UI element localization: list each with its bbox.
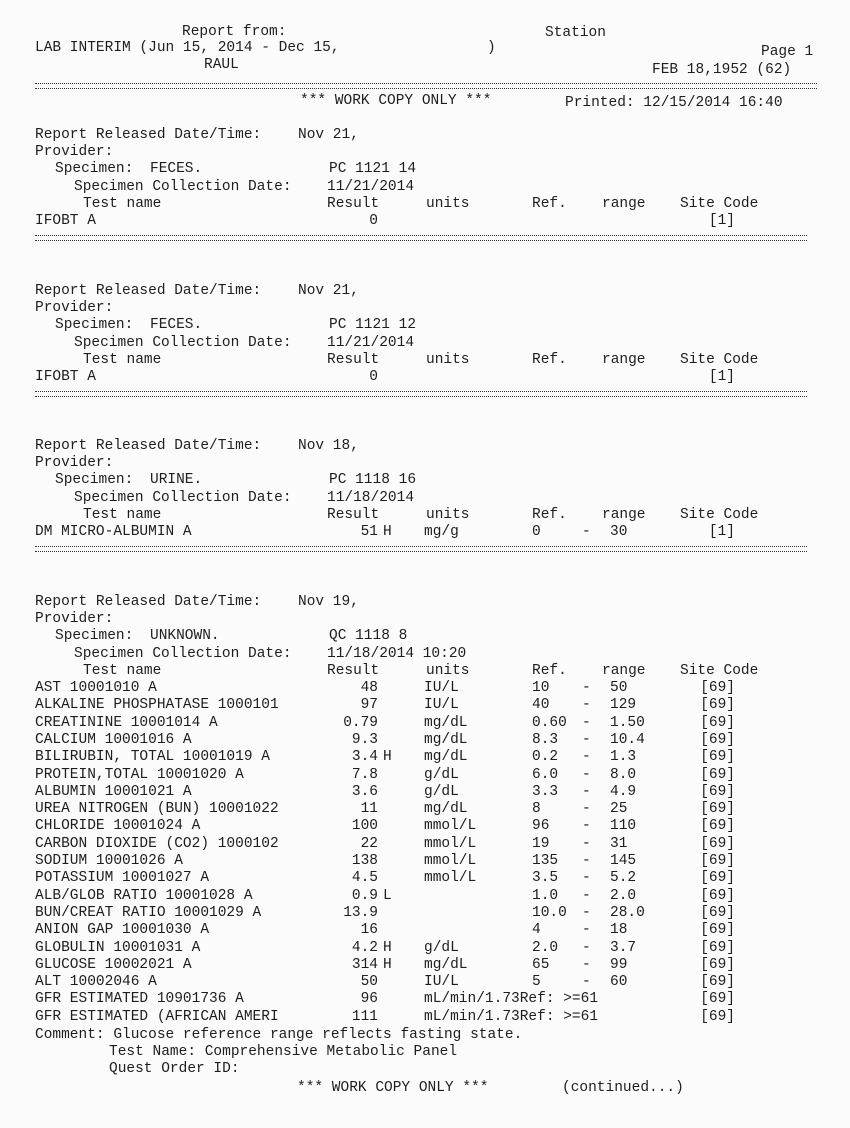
result-flag: H: [383, 524, 392, 540]
site-code: [69]: [700, 697, 735, 714]
ref-high: 50: [610, 680, 628, 696]
ref-low: 3.5: [532, 870, 559, 887]
test-name: DM MICRO-ALBUMIN A: [35, 524, 192, 540]
test-result: 96: [360, 991, 378, 1008]
site-code: [1]: [708, 369, 735, 385]
ref-low: 4: [532, 922, 541, 939]
ref-dash: -: [582, 939, 591, 956]
specimen-type: FECES.: [150, 161, 203, 177]
test-name: BUN/CREAT RATIO 10001029 A: [35, 904, 262, 921]
test-name: IFOBT A: [35, 369, 96, 385]
ref-dash: -: [582, 887, 591, 904]
ref-low: 6.0: [532, 766, 559, 783]
accession-number: PC 1121 12: [329, 317, 417, 333]
header-separator: [35, 83, 817, 89]
specimen-label: Specimen:: [55, 472, 134, 488]
test-name: ALKALINE PHOSPHATASE 1000101: [35, 697, 279, 714]
ref-high: 4.9: [610, 783, 637, 800]
test-units: IU/L: [424, 974, 459, 991]
col-header-units: units: [426, 352, 470, 368]
collection-date: 11/18/2014: [327, 490, 415, 506]
ref-dash: -: [582, 731, 591, 748]
site-code: [69]: [700, 749, 735, 766]
collection-date-label: Specimen Collection Date:: [74, 335, 292, 351]
ref-high: 25: [610, 801, 628, 818]
site-code: [69]: [700, 939, 735, 956]
test-units: g/dL: [424, 766, 459, 783]
col-header-site-code: Site Code: [680, 352, 759, 368]
released-date: Nov 21,: [298, 283, 359, 299]
quest-order-line: Quest Order ID:: [109, 1061, 240, 1077]
specimen-type: FECES.: [150, 317, 203, 333]
test-name-line: Test Name: Comprehensive Metabolic Panel: [109, 1044, 458, 1060]
ref-low: 2.0: [532, 939, 559, 956]
ref-dash: -: [582, 749, 591, 766]
test-units: mmol/L: [424, 835, 477, 852]
collection-date: 11/21/2014: [327, 335, 415, 351]
ref-low: 8.3: [532, 731, 559, 748]
col-header-ref: Ref.: [532, 196, 567, 212]
specimen-label: Specimen:: [55, 161, 134, 177]
station-label: Station: [545, 25, 606, 41]
provider-label: Provider:: [35, 144, 114, 160]
report-title-close: ): [487, 40, 496, 56]
ref-high: 145: [610, 853, 637, 869]
test-result: 0.9: [351, 887, 378, 904]
collection-date-label: Specimen Collection Date:: [74, 179, 292, 195]
test-name: IFOBT A: [35, 213, 96, 229]
ref-dash: -: [582, 714, 591, 731]
site-code: [69]: [700, 956, 735, 973]
col-header-result: Result: [327, 507, 380, 523]
test-name: PROTEIN,TOTAL 10001020 A: [35, 766, 244, 783]
ref-low: 8: [532, 801, 541, 818]
col-header-ref: Ref.: [532, 507, 567, 523]
ref-dash: -: [582, 818, 591, 835]
provider-label: Provider:: [35, 611, 114, 627]
test-name: UREA NITROGEN (BUN) 10001022: [35, 801, 279, 818]
released-date: Nov 18,: [298, 438, 359, 454]
test-result: 3.6: [351, 783, 378, 800]
col-header-range: range: [602, 663, 646, 679]
ref-dash: -: [582, 783, 591, 800]
test-units: mmol/L: [424, 870, 477, 887]
site-code: [69]: [700, 991, 735, 1008]
test-result: 314: [351, 956, 378, 973]
ref-high: 1.50: [610, 714, 645, 731]
test-units: IU/L: [424, 680, 459, 696]
test-result: 3.4: [351, 749, 378, 766]
ref-high: 8.0: [610, 766, 637, 783]
collection-date: 11/18/2014 10:20: [327, 646, 467, 662]
ref-dash: -: [582, 870, 591, 887]
col-header-test-name: Test name: [83, 196, 162, 212]
ref-low: 135: [532, 853, 559, 869]
col-header-site-code: Site Code: [680, 663, 759, 679]
ref-dash: -: [582, 697, 591, 714]
ref-low: 0.60: [532, 714, 567, 731]
test-result: 7.8: [351, 766, 378, 783]
test-name: CREATININE 10001014 A: [35, 714, 218, 731]
test-name: ALBUMIN 10001021 A: [35, 783, 192, 800]
site-code: [1]: [708, 524, 735, 540]
site-code: [69]: [700, 818, 735, 835]
site-code: [69]: [700, 714, 735, 731]
ref-dash: -: [582, 524, 591, 540]
col-header-test-name: Test name: [83, 352, 162, 368]
test-name: CALCIUM 10001016 A: [35, 731, 192, 748]
ref-dash: -: [582, 853, 591, 869]
site-code: [69]: [700, 974, 735, 991]
test-units: mg/dL: [424, 714, 468, 731]
ref-dash: -: [582, 835, 591, 852]
ref-low: 10: [532, 680, 550, 696]
ref-high: 3.7: [610, 939, 637, 956]
ref-low: 96: [532, 818, 550, 835]
released-date: Nov 21,: [298, 127, 359, 143]
ref-high: 18: [610, 922, 628, 939]
test-result: 0.79: [343, 714, 378, 731]
specimen-label: Specimen:: [55, 628, 134, 644]
ref-high: 129: [610, 697, 637, 714]
accession-number: PC 1118 16: [329, 472, 417, 488]
ref-low: 0.2: [532, 749, 559, 766]
ref-low: 3.3: [532, 783, 559, 800]
released-label: Report Released Date/Time:: [35, 127, 262, 143]
work-copy-footer: *** WORK COPY ONLY ***: [297, 1080, 489, 1096]
ref-dash: -: [582, 974, 591, 991]
ref-high: 5.2: [610, 870, 637, 887]
test-name: CHLORIDE 10001024 A: [35, 818, 201, 835]
test-result: 138: [351, 853, 378, 869]
site-code: [69]: [700, 887, 735, 904]
test-result: 0: [369, 369, 378, 385]
result-flag: H: [383, 749, 392, 766]
ref-high: 60: [610, 974, 628, 991]
site-code: [69]: [700, 766, 735, 783]
ref-low: 19: [532, 835, 550, 852]
ref-low: 10.0: [532, 904, 567, 921]
released-label: Report Released Date/Time:: [35, 594, 262, 610]
ref-high: 28.0: [610, 904, 645, 921]
report-title: LAB INTERIM (Jun 15, 2014 - Dec 15,: [35, 40, 340, 56]
test-units: mg/dL: [424, 801, 468, 818]
ref-high: 31: [610, 835, 628, 852]
released-date: Nov 19,: [298, 594, 359, 610]
site-code: [1]: [708, 213, 735, 229]
patient-name: RAUL: [204, 57, 239, 73]
col-header-test-name: Test name: [83, 663, 162, 679]
test-name: ALB/GLOB RATIO 10001028 A: [35, 887, 253, 904]
test-name: GLUCOSE 10002021 A: [35, 956, 192, 973]
ref-high: 1.3: [610, 749, 637, 766]
test-result: 51: [360, 524, 378, 540]
test-result: 4.5: [351, 870, 378, 887]
test-units: mmol/L: [424, 818, 477, 835]
test-units: IU/L: [424, 697, 459, 714]
col-header-result: Result: [327, 352, 380, 368]
ref-dash: -: [582, 801, 591, 818]
ref-high: 2.0: [610, 887, 637, 904]
test-result: 13.9: [343, 904, 378, 921]
col-header-units: units: [426, 196, 470, 212]
col-header-result: Result: [327, 663, 380, 679]
test-name: AST 10001010 A: [35, 680, 157, 696]
test-units: g/dL: [424, 783, 459, 800]
released-label: Report Released Date/Time:: [35, 283, 262, 299]
site-code: [69]: [700, 870, 735, 887]
collection-date-label: Specimen Collection Date:: [74, 490, 292, 506]
test-result: 111: [351, 1008, 378, 1025]
col-header-ref: Ref.: [532, 352, 567, 368]
test-name: GLOBULIN 10001031 A: [35, 939, 201, 956]
site-code: [69]: [700, 783, 735, 800]
ref-low: 5: [532, 974, 541, 991]
result-flag: H: [383, 956, 392, 973]
ref-high: 110: [610, 818, 637, 835]
test-result: 97: [360, 697, 378, 714]
provider-label: Provider:: [35, 455, 114, 471]
test-units: mg/g: [424, 524, 459, 540]
site-code: [69]: [700, 853, 735, 869]
accession-number: PC 1121 14: [329, 161, 417, 177]
site-code: [69]: [700, 801, 735, 818]
report-separator: [35, 391, 807, 397]
col-header-ref: Ref.: [532, 663, 567, 679]
comment-line: Comment: Glucose reference range reflects fasting state.: [35, 1027, 523, 1043]
test-result: 48: [360, 680, 378, 696]
col-header-units: units: [426, 663, 470, 679]
test-result: 50: [360, 974, 378, 991]
test-name: SODIUM 10001026 A: [35, 853, 183, 869]
ref-dash: -: [582, 922, 591, 939]
test-name: ANION GAP 10001030 A: [35, 922, 210, 939]
page-number: Page 1: [761, 44, 814, 60]
report-separator: [35, 546, 807, 552]
test-result: 4.2: [351, 939, 378, 956]
specimen-type: UNKNOWN.: [150, 628, 220, 644]
col-header-range: range: [602, 196, 646, 212]
ref-low: 40: [532, 697, 550, 714]
test-result: 22: [360, 835, 378, 852]
ref-high: 30: [610, 524, 628, 540]
test-name: BILIRUBIN, TOTAL 10001019 A: [35, 749, 270, 766]
ref-low: 65: [532, 956, 550, 973]
test-name: ALT 10002046 A: [35, 974, 157, 991]
test-name: POTASSIUM 10001027 A: [35, 870, 210, 887]
site-code: [69]: [700, 835, 735, 852]
ref-dash: -: [582, 680, 591, 696]
test-result: 0: [369, 213, 378, 229]
ref-low: 0: [532, 524, 541, 540]
test-name: CARBON DIOXIDE (CO2) 1000102: [35, 835, 279, 852]
test-units: mg/dL: [424, 731, 468, 748]
test-result: 16: [360, 922, 378, 939]
col-header-site-code: Site Code: [680, 507, 759, 523]
col-header-result: Result: [327, 196, 380, 212]
patient-dob: FEB 18,1952 (62): [652, 62, 792, 78]
ref-dash: -: [582, 766, 591, 783]
continued-label: (continued...): [562, 1080, 684, 1096]
test-result: 11: [360, 801, 378, 818]
specimen-label: Specimen:: [55, 317, 134, 333]
test-units: g/dL: [424, 939, 459, 956]
test-units: mg/dL: [424, 749, 468, 766]
released-label: Report Released Date/Time:: [35, 438, 262, 454]
provider-label: Provider:: [35, 300, 114, 316]
test-result: 100: [351, 818, 378, 835]
col-header-units: units: [426, 507, 470, 523]
collection-date: 11/21/2014: [327, 179, 415, 195]
test-result: 9.3: [351, 731, 378, 748]
test-name: GFR ESTIMATED (AFRICAN AMERI: [35, 1008, 279, 1025]
col-header-range: range: [602, 507, 646, 523]
site-code: [69]: [700, 922, 735, 939]
test-units: mg/dL: [424, 956, 468, 973]
col-header-test-name: Test name: [83, 507, 162, 523]
test-units: mL/min/1.73Ref: >=61: [424, 991, 599, 1008]
site-code: [69]: [700, 1008, 735, 1025]
collection-date-label: Specimen Collection Date:: [74, 646, 292, 662]
specimen-type: URINE.: [150, 472, 203, 488]
test-name: GFR ESTIMATED 10901736 A: [35, 991, 244, 1008]
report-from-label: Report from:: [182, 24, 287, 40]
site-code: [69]: [700, 680, 735, 696]
result-flag: H: [383, 939, 392, 956]
ref-high: 10.4: [610, 731, 645, 748]
ref-dash: -: [582, 956, 591, 973]
report-separator: [35, 235, 807, 241]
accession-number: QC 1118 8: [329, 628, 408, 644]
work-copy-banner: *** WORK COPY ONLY ***: [300, 93, 492, 109]
ref-low: 1.0: [532, 887, 559, 904]
result-flag: L: [383, 887, 392, 904]
site-code: [69]: [700, 904, 735, 921]
test-units: mmol/L: [424, 853, 477, 869]
ref-high: 99: [610, 956, 628, 973]
site-code: [69]: [700, 731, 735, 748]
ref-dash: -: [582, 904, 591, 921]
col-header-range: range: [602, 352, 646, 368]
test-units: mL/min/1.73Ref: >=61: [424, 1008, 599, 1025]
col-header-site-code: Site Code: [680, 196, 759, 212]
printed-timestamp: Printed: 12/15/2014 16:40: [565, 95, 783, 111]
